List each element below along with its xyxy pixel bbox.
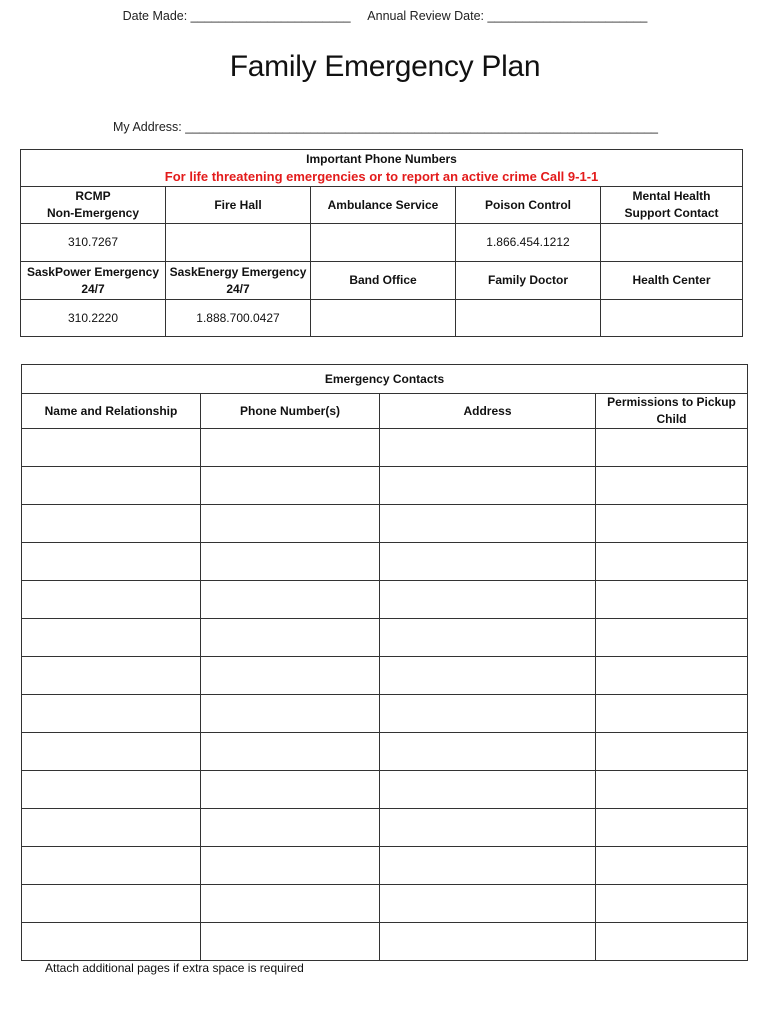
contact-entry-cell[interactable] — [380, 657, 596, 695]
phone-label-cell — [601, 262, 743, 300]
contact-entry-cell[interactable] — [596, 733, 748, 771]
contact-entry-cell[interactable] — [22, 619, 201, 657]
header-text: SaskPower Emergency — [26, 264, 160, 279]
header-text: 24/7 — [81, 281, 105, 296]
contact-entry-cell[interactable] — [22, 467, 201, 505]
contact-entry-cell[interactable] — [22, 885, 201, 923]
phone-label-cell — [166, 187, 311, 224]
table-row — [22, 505, 748, 543]
contact-entry-cell[interactable] — [201, 847, 380, 885]
table-row — [22, 733, 748, 771]
phone-number-cell[interactable]: 1.888.700.0427 — [166, 300, 311, 337]
header-text: Band Office — [349, 273, 417, 287]
table-row — [22, 619, 748, 657]
phone-label-cell — [456, 187, 601, 224]
table-row — [22, 695, 748, 733]
phone-label-cell — [311, 187, 456, 224]
contacts-heading-row — [22, 365, 748, 394]
phone-label-cell — [601, 187, 743, 224]
phone-header-row-1 — [21, 187, 743, 224]
contact-entry-cell[interactable] — [596, 847, 748, 885]
emergency-contacts-heading: Emergency Contacts — [22, 365, 748, 394]
phone-number-cell[interactable] — [601, 224, 743, 262]
phone-number-cell[interactable] — [166, 224, 311, 262]
annual-review-field[interactable]: Annual Review Date: _______________________ — [367, 9, 648, 23]
contact-entry-cell[interactable] — [201, 695, 380, 733]
contact-entry-cell[interactable] — [596, 809, 748, 847]
header-text: Support Contact — [624, 206, 719, 220]
table-row — [22, 809, 748, 847]
header-text: RCMP — [75, 189, 111, 203]
contact-entry-cell[interactable] — [22, 923, 201, 961]
phone-label-cell — [21, 187, 166, 224]
contact-entry-cell[interactable] — [380, 733, 596, 771]
contact-entry-cell[interactable] — [596, 771, 748, 809]
contact-entry-cell[interactable] — [201, 733, 380, 771]
contact-entry-cell[interactable] — [22, 581, 201, 619]
phone-label-cell — [21, 262, 166, 300]
contact-entry-cell[interactable] — [596, 505, 748, 543]
phone-label-cell — [456, 262, 601, 300]
contact-entry-cell[interactable] — [596, 581, 748, 619]
contact-entry-cell[interactable] — [380, 885, 596, 923]
contact-entry-cell[interactable] — [22, 809, 201, 847]
header-text: Poison Control — [485, 197, 571, 212]
my-address-field[interactable]: My Address: ____________________________________________________________________ — [113, 120, 658, 134]
header-dates — [0, 9, 770, 23]
header-text: Address — [463, 403, 512, 418]
contact-entry-cell[interactable] — [201, 581, 380, 619]
header-text: 24/7 — [226, 281, 250, 296]
header-text: Health Center — [632, 273, 711, 287]
contact-entry-cell[interactable] — [380, 619, 596, 657]
header-text: Child — [656, 412, 687, 426]
contact-entry-cell[interactable] — [380, 771, 596, 809]
header-text: Name and Relationship — [44, 403, 178, 418]
contact-entry-cell[interactable] — [22, 771, 201, 809]
phone-value-row-1 — [21, 224, 743, 262]
contacts-column-header — [596, 394, 748, 429]
table-row — [22, 885, 748, 923]
contact-entry-cell[interactable] — [380, 505, 596, 543]
contact-entry-cell[interactable] — [201, 429, 380, 467]
contact-entry-cell[interactable] — [596, 695, 748, 733]
contact-entry-cell[interactable] — [201, 923, 380, 961]
contact-entry-cell[interactable] — [22, 733, 201, 771]
contact-entry-cell[interactable] — [201, 657, 380, 695]
important-phone-numbers-table — [20, 149, 743, 337]
table-row — [22, 581, 748, 619]
phone-number-cell[interactable] — [311, 300, 456, 337]
contacts-column-header-row — [22, 394, 748, 429]
contact-entry-cell[interactable] — [380, 581, 596, 619]
contact-entry-cell[interactable] — [380, 923, 596, 961]
phone-label-cell — [311, 262, 456, 300]
phone-table-heading-row — [21, 150, 743, 187]
footnote: Attach additional pages if extra space is required — [45, 961, 304, 975]
contact-entry-cell[interactable] — [596, 619, 748, 657]
emergency-alert: For life threatening emergencies or to report an active crime Call 9-1-1 — [164, 169, 599, 184]
table-row — [22, 771, 748, 809]
phone-header-row-2 — [21, 262, 743, 300]
table-row — [22, 923, 748, 961]
contact-entry-cell[interactable] — [201, 467, 380, 505]
contact-entry-cell[interactable] — [22, 657, 201, 695]
contact-entry-cell[interactable] — [201, 543, 380, 581]
header-text: Ambulance Service — [327, 197, 439, 212]
contacts-column-header — [201, 394, 380, 429]
phone-number-cell[interactable]: 310.2220 — [21, 300, 166, 337]
contact-entry-cell[interactable] — [201, 619, 380, 657]
table-row — [22, 657, 748, 695]
page-title: Family Emergency Plan — [229, 50, 541, 83]
phone-value-row-2 — [21, 300, 743, 337]
phone-numbers-heading: Important Phone Numbers — [306, 152, 457, 166]
table-row — [22, 467, 748, 505]
contact-entry-cell[interactable] — [22, 847, 201, 885]
header-text: SaskEnergy Emergency — [169, 264, 307, 279]
contact-entry-cell[interactable] — [596, 543, 748, 581]
contact-entry-cell[interactable] — [596, 467, 748, 505]
header-text: Non-Emergency — [46, 206, 140, 220]
contact-entry-cell[interactable] — [596, 885, 748, 923]
contact-entry-cell[interactable] — [22, 505, 201, 543]
contact-entry-cell[interactable] — [201, 771, 380, 809]
phone-number-cell[interactable]: 310.7267 — [21, 224, 166, 262]
contact-entry-cell[interactable] — [201, 505, 380, 543]
header-text: Family Doctor — [487, 273, 568, 287]
contact-entry-cell[interactable] — [596, 923, 748, 961]
table-row — [22, 847, 748, 885]
contact-entry-cell[interactable] — [201, 809, 380, 847]
contact-entry-cell[interactable] — [22, 429, 201, 467]
header-text: Permissions to Pickup — [607, 395, 736, 409]
header-text: Phone Number(s) — [239, 403, 340, 418]
header-text: Mental Health — [632, 189, 711, 203]
contact-entry-cell[interactable] — [22, 543, 201, 581]
phone-label-cell — [166, 262, 311, 300]
date-made-field[interactable]: Date Made: _______________________ — [122, 9, 351, 23]
contacts-column-header — [380, 394, 596, 429]
contact-entry-cell[interactable] — [380, 809, 596, 847]
contacts-column-header — [22, 394, 201, 429]
contact-entry-cell[interactable] — [201, 885, 380, 923]
contact-entry-cell[interactable] — [380, 467, 596, 505]
header-text: Fire Hall — [214, 197, 262, 212]
contact-entry-cell[interactable] — [380, 429, 596, 467]
phone-number-cell[interactable] — [601, 300, 743, 337]
contact-entry-cell[interactable] — [596, 429, 748, 467]
table-row — [22, 429, 748, 467]
contact-entry-cell[interactable] — [380, 543, 596, 581]
contact-entry-cell[interactable] — [596, 657, 748, 695]
emergency-contacts-table — [21, 364, 748, 961]
contact-entry-cell[interactable] — [380, 847, 596, 885]
table-row — [22, 543, 748, 581]
phone-number-cell[interactable] — [311, 224, 456, 262]
contact-entry-cell[interactable] — [380, 695, 596, 733]
phone-number-cell[interactable]: 1.866.454.1212 — [456, 224, 601, 262]
phone-number-cell[interactable] — [456, 300, 601, 337]
contact-entry-cell[interactable] — [22, 695, 201, 733]
